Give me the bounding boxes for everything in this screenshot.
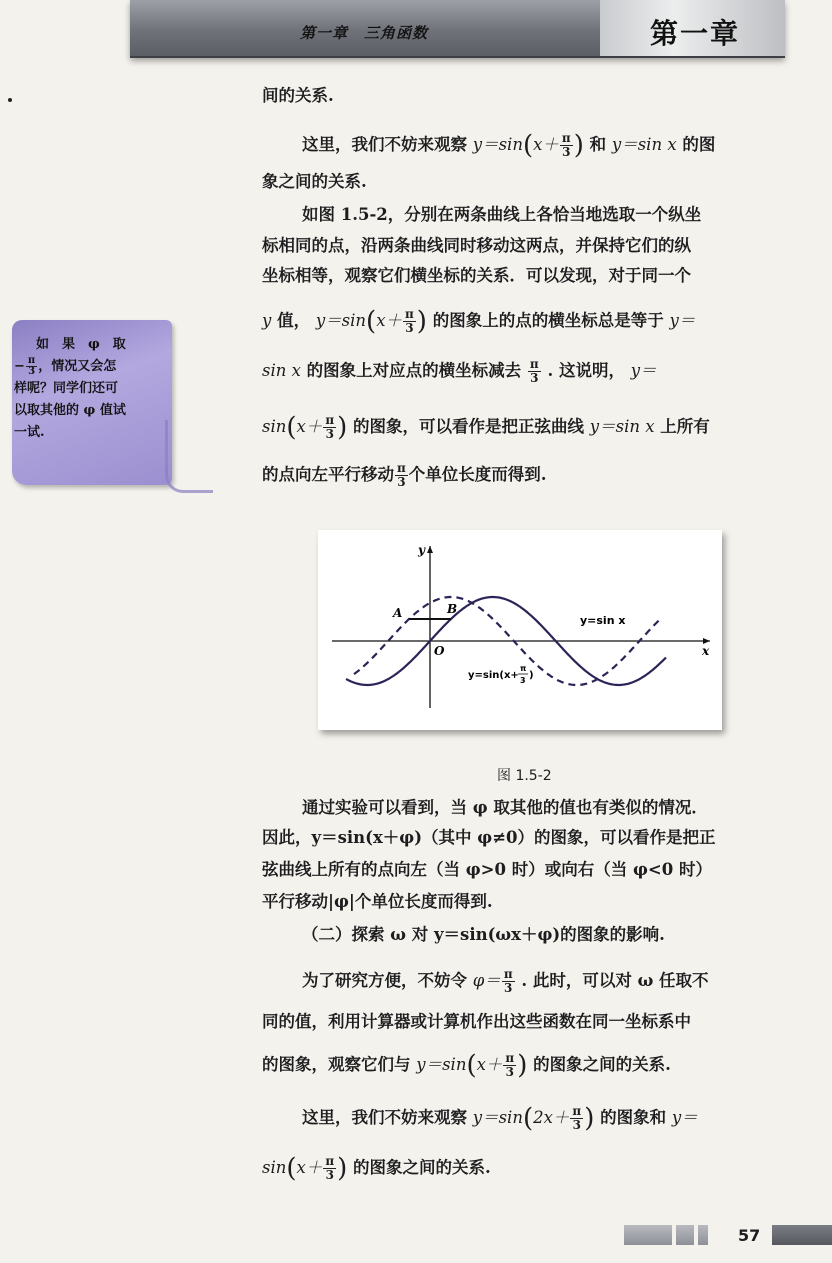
svg-text:3: 3 [520, 676, 526, 685]
paragraph-5-line2: sin(x＋ $\frac{\pi}{3}$ ) 的图象之间的关系. [262, 1153, 491, 1184]
paragraph-2-line6: sin(x＋ $\frac{\pi}{3}$ ) 的图象，可以看作是把正弦曲线 y＝sin x 上所有 [262, 412, 710, 443]
paragraph-2-line5: sin x 的图象上对应点的横坐标减去 $\frac{\pi}{3}$ . 这说明， y＝ [262, 357, 657, 385]
text-line: 间的关系. [262, 86, 334, 105]
side-note-curl [165, 420, 213, 493]
page-number: 57 [738, 1226, 761, 1245]
paragraph-3-line2: 因此，y＝sin(x＋φ)（其中 φ≠0）的图象，可以看作是把正 [262, 828, 716, 847]
side-note-text: 如 果 φ 取 − $\frac{\pi}{3}$ ，情况又会怎 样呢？同学们还可 以取其他的 φ 值试 一试. [14, 337, 126, 440]
point-label-B: B [446, 602, 458, 616]
paragraph-2-line2: 标相同的点，沿两条曲线同时移动这两点，并保持它们的纵 [262, 236, 691, 255]
paragraph-2-line1: 如图 1.5-2，分别在两条曲线上各恰当地选取一个纵坐 [302, 205, 702, 224]
x-axis-label: x [702, 644, 710, 658]
figure-card [318, 530, 722, 730]
sine-shift-chart [318, 530, 722, 730]
paragraph-3-line3: 弦曲线上所有的点向左（当 φ>0 时）或向右（当 φ<0 时） [262, 860, 712, 879]
paragraph-3-line4: 平行移动|φ|个单位长度而得到. [262, 892, 493, 911]
section-heading: （二）探索 ω 对 y＝sin(ωx＋φ)的图象的影响. [302, 925, 665, 944]
paragraph-4-line2: 同的值，利用计算器或计算机作出这些函数在同一坐标系中 [262, 1012, 691, 1031]
svg-text:π: π [520, 664, 527, 673]
svg-text:): ) [529, 670, 534, 681]
legend-shifted [468, 664, 534, 685]
paragraph-2-line4: y 值， y＝sin(x＋ $\frac{\pi}{3}$ ) 的图象上的点的横坐标总是等于 y＝ [262, 306, 696, 337]
svg-text:y=sin(x+: y=sin(x+ [468, 670, 519, 681]
paragraph-1-line1: 这里，我们不妨来观察 y＝sin(x＋ $\frac{\pi}{3}$ ) 和 y＝sin x 的图 [302, 130, 716, 161]
chapter-title: 第一章 三角函数 [300, 24, 429, 42]
margin-dot [8, 98, 12, 102]
y-axis-label: y [418, 543, 425, 557]
paragraph-4-line1: 为了研究方便，不妨令 φ＝ $\frac{\pi}{3}$ . 此时，可以对 ω 任取不 [302, 967, 709, 995]
figure-caption: 图 1.5-2 [497, 768, 552, 784]
paragraph-4-line3: 的图象，观察它们与 y＝sin(x＋ $\frac{\pi}{3}$ ) 的图象之间的关系. [262, 1050, 671, 1081]
paragraph-2-line7: 的点向左平行移动 $\frac{\pi}{3}$ 个单位长度而得到. [262, 461, 547, 489]
y-axis-arrow [427, 546, 433, 553]
paragraph-2-line3: 坐标相等，观察它们横坐标的关系．可以发现，对于同一个 [262, 266, 691, 285]
legend-sin-x: y=sin x [580, 614, 626, 627]
fraction-pi-3: $\frac{\pi}{3}$ [561, 131, 571, 159]
chapter-badge: 第一章 [650, 17, 741, 50]
paragraph-5-line1: 这里，我们不妨来观察 y＝sin(2x＋ $\frac{\pi}{3}$ ) 的图象和 y＝ [302, 1103, 698, 1134]
point-label-A: A [393, 606, 403, 620]
origin-label: O [434, 644, 445, 658]
paragraph-1-line2: 象之间的关系. [262, 172, 367, 191]
paragraph-3-line1: 通过实验可以看到，当 φ 取其他的值也有类似的情况． [302, 798, 708, 817]
